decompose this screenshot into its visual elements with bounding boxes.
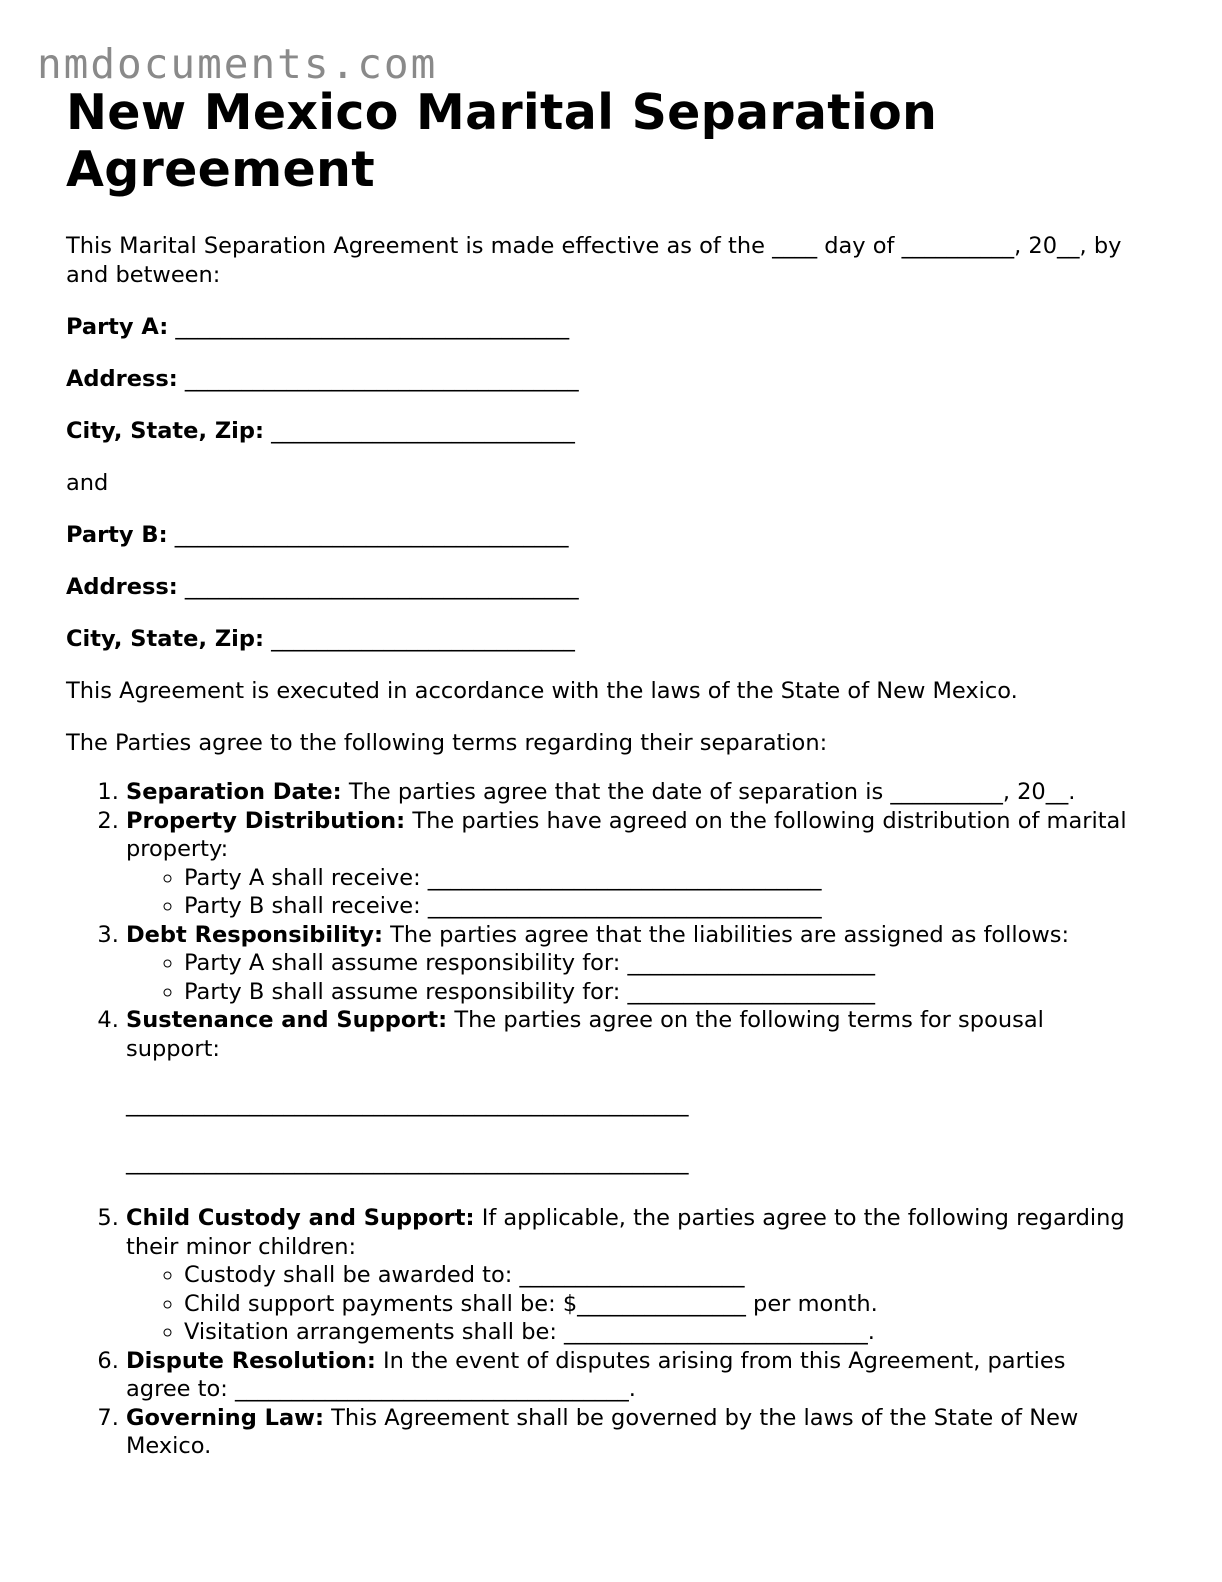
term-text: The parties have agreed on the following distribution of marital property: [126, 807, 1127, 862]
term-text: The parties agree on the following terms for spousal support: [126, 1007, 1044, 1062]
intro-paragraph: This Marital Separation Agreement is made effective as of the ____ day of __________, 20__, by and between: [66, 233, 1122, 288]
and-text: and [66, 470, 109, 496]
support-blank-lines [126, 1063, 1136, 1204]
terms-intro-paragraph: The Parties agree to the following terms regarding their separation: [66, 730, 828, 756]
term-child-custody [126, 1204, 1136, 1347]
term-label: Property Distribution: [126, 807, 406, 834]
party-a-city-blank: ___________________________ [271, 418, 575, 444]
party-b-city-label: City, State, Zip: [66, 626, 264, 652]
sub-item: ◦ Party A shall assume responsibility for: ______________________ [184, 949, 1136, 978]
term-label: Debt Responsibility: [126, 921, 383, 948]
party-a-name-label: Party A: [66, 314, 169, 340]
party-a-name-blank: ___________________________________ [175, 314, 570, 340]
document-title: New Mexico Marital Separation Agreement [66, 84, 938, 198]
term-dispute-resolution [126, 1347, 1136, 1404]
party-a-address-field [66, 365, 1176, 394]
term-label: Governing Law: [126, 1404, 324, 1431]
term-text: If applicable, the parties agree to the following regarding their minor children: [126, 1205, 1125, 1260]
term-governing-law [126, 1404, 1136, 1461]
party-b-address-label: Address: [66, 574, 178, 600]
blank-line: __________________________________________________ [126, 1149, 689, 1175]
watermark: nmdocuments.com [37, 40, 438, 88]
party-b-city-blank: ___________________________ [271, 626, 575, 652]
term-separation-date [126, 778, 1136, 807]
executed-paragraph: This Agreement is executed in accordance with the laws of the State of New Mexico. [66, 678, 1018, 704]
sub-item: ◦ Party B shall assume responsibility for: ______________________ [184, 978, 1136, 1007]
party-a-city-field [66, 417, 1176, 446]
party-b-address-field [66, 573, 1176, 602]
blank-line: __________________________________________________ [126, 1091, 689, 1117]
party-b-city-field [66, 625, 1176, 654]
sub-item: ◦ Child support payments shall be: $_______________ per month. [184, 1290, 1136, 1319]
sub-item: ◦ Custody shall be awarded to: ____________________ [184, 1261, 1136, 1290]
term-debt-responsibility [126, 921, 1136, 1007]
document-page [66, 84, 1176, 1461]
term-text: In the event of disputes arising from this Agreement, parties agree to: ___________________________________. [126, 1347, 1066, 1402]
party-a-name-field [66, 313, 1176, 342]
party-b-name-label: Party B: [66, 522, 168, 548]
party-a-address-blank: ___________________________________ [184, 366, 579, 392]
term-text: The parties agree that the liabilities are assigned as follows: [390, 921, 1070, 948]
term-label: Child Custody and Support: [126, 1205, 475, 1231]
term-sustenance-support [126, 1006, 1136, 1204]
term-text: The parties agree that the date of separation is __________, 20__. [348, 779, 1076, 805]
party-a-address-label: Address: [66, 366, 178, 392]
sub-list [126, 1261, 1136, 1347]
term-property-distribution [126, 807, 1136, 921]
term-label: Sustenance and Support: [126, 1007, 448, 1033]
sub-list [126, 949, 1136, 1006]
sub-item: ◦ Party A shall receive: ___________________________________ [184, 864, 1136, 893]
term-text: This Agreement shall be governed by the laws of the State of New Mexico. [126, 1404, 1079, 1459]
party-a-city-label: City, State, Zip: [66, 418, 264, 444]
sub-item: ◦ Visitation arrangements shall be: ___________________________. [184, 1318, 1136, 1347]
sub-item: ◦ Party B shall receive: ___________________________________ [184, 892, 1136, 921]
party-b-name-blank: ___________________________________ [174, 522, 569, 548]
terms-list [66, 778, 1136, 1461]
party-b-name-field [66, 521, 1176, 550]
party-b-address-blank: ___________________________________ [184, 574, 579, 600]
sub-list [126, 864, 1136, 921]
term-label: Dispute Resolution: [126, 1347, 376, 1374]
term-label: Separation Date: [126, 779, 342, 805]
